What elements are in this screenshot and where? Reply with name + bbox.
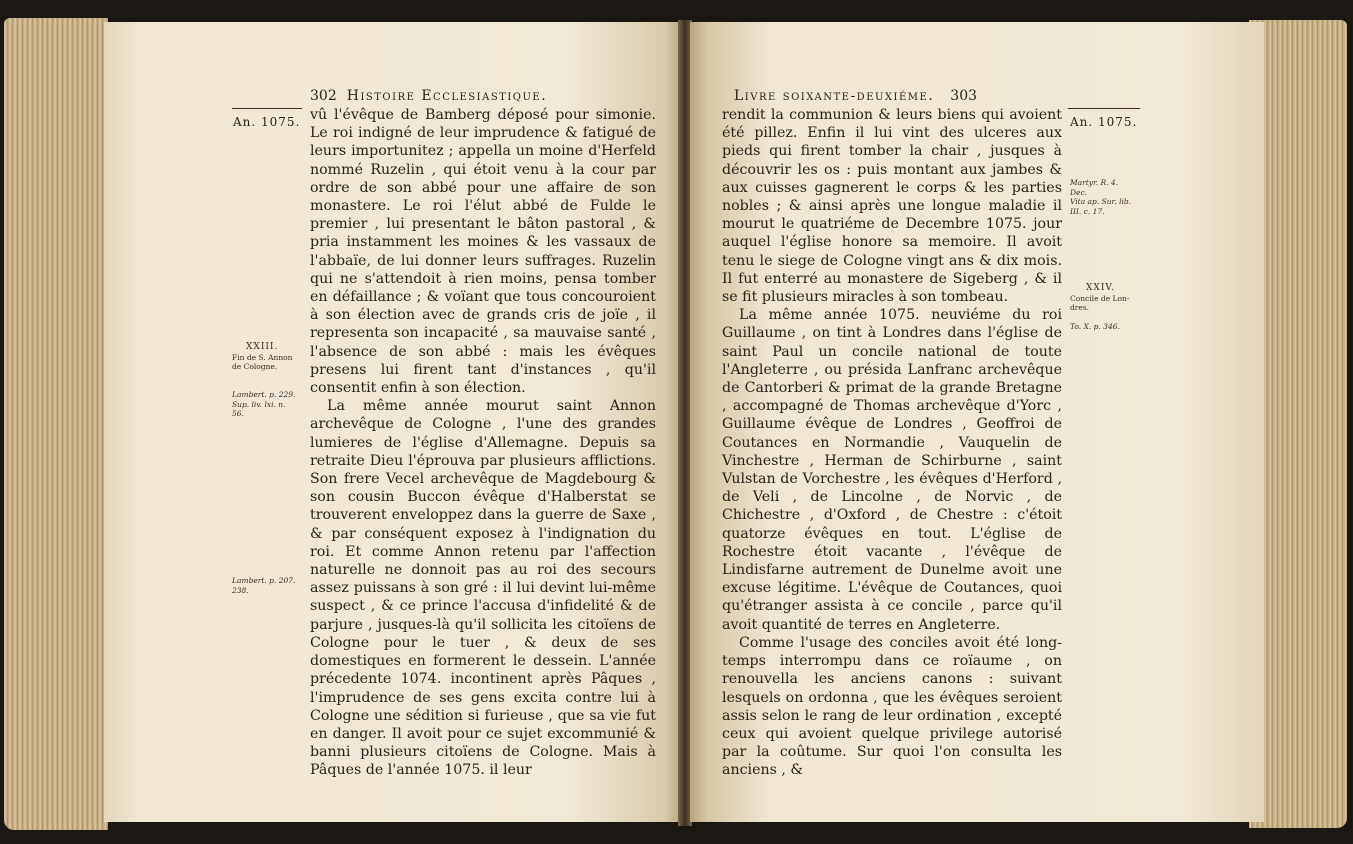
right-margin-ref-1	[1070, 178, 1131, 216]
ref-line: III. c. 17.	[1070, 206, 1105, 216]
ref-line: Dec.	[1070, 187, 1088, 197]
ref-line: Lambert. p. 229.	[232, 390, 296, 399]
left-running-title: Histoire Ecclesiastique.	[346, 88, 548, 104]
left-paragraph-1: vû l'évêque de Bamberg déposé pour simonie. Le roi indigné de leur imprudence & fatigué de leurs importunitez ; appella un moine d'Herfeld nommé Ruzelin , qui étoit venu à la cour par ordre de son abbé pour une affaire de son monastere. Le roi l'élut abbé de Fulde le premier , lui presentant le bâton pastoral , & pria instamment les moines & les vassaux de l'abbaïe, de lui donner leurs suffrages. Ruzelin qui ne s'attendoit à rien moins, pensa tomber en défaillance ; & voïant que tous concouroient à son élection avec de grands cris de joïe , il representa son incapacité , sa mauvaise santé , l'absence de son abbé : mais les évêques presens lui firent tant d'instances , qu'il consentit enfin à son élection.	[310, 107, 656, 397]
left-body-text	[310, 106, 656, 780]
right-year-note: An. 1075.	[1070, 115, 1138, 129]
left-margin-ref-1	[232, 390, 295, 419]
ref-line: Vita ap. Sur. lib.	[1070, 197, 1132, 206]
ref-line: Lambert. p. 207.	[232, 576, 296, 585]
left-running-header	[310, 88, 547, 104]
left-year-note: An. 1075.	[233, 115, 301, 129]
section-title-23-line2: de Cologne.	[232, 362, 278, 371]
section-number-24: XXIV.	[1086, 283, 1116, 293]
right-running-title: Livre soixante-deuxiéme.	[734, 88, 935, 104]
section-title-24-line2: dres.	[1070, 303, 1090, 312]
ref-line: 238.	[232, 585, 249, 595]
right-body-text	[722, 106, 1062, 780]
left-year-rule	[232, 108, 302, 109]
right-year-rule	[1068, 108, 1140, 109]
ref-line: To. X. p. 346.	[1070, 322, 1120, 331]
right-paragraph-1: rendit la communion & leurs biens qui avoient été pillez. Enfin il lui vint des ulceres aux pieds qui firent tomber la chair , jusques à découvrir les os : puis montant aux jambes & aux cuisses gagnerent le corps & les parties nobles ; & ainsi après une longue maladie il mourut le quatriéme de Decembre 1075. jour auquel l'église honore sa memoire. Il avoit tenu le siege de Cologne vingt ans & dix mois. Il fut enterré au monastere de Sigeberg , & il se fit plusieurs miracles à son tombeau.	[722, 107, 1062, 306]
left-margin-ref-2	[232, 576, 295, 595]
right-page-number: 303	[950, 88, 978, 104]
right-running-header	[734, 88, 977, 104]
right-paragraph-2: La même année 1075. neuviéme du roi Guillaume , on tint à Londres dans l'église de saint Paul un concile national de toute l'Angleterre , ou présida Lanfranc archevêque de Cantorberi & primat de la grande Bretagne , accompagné de Thomas archevêque d'Yorc , Guillaume évêque de Londres , Geoffroi de Coutances en Normandie , Vauquelin de Vinchestre , Herman de Schirburne , saint Vulstan de Vorchestre , les évêques d'Herford , de Veli , de Lincolne , de Norvic , de Chichestre , d'Oxford , de Chestre : c'étoit quatorze évêques en tout. L'église de Rochestre étoit vacante , l'évêque de Lindisfarne autrement de Dunelme avoit une excuse légitime. L'évêque de Coutances, quoi qu'étranger assista à ce concile , parce qu'il avoit quantité de terres en Angleterre.	[722, 307, 1062, 633]
ref-line: Martyr. R. 4.	[1070, 178, 1119, 187]
ref-line: Sup. liv. lxi. n.	[232, 399, 286, 409]
left-paragraph-2: La même année mourut saint Annon archevêque de Cologne , l'une des grandes lumieres de l'église d'Allemagne. Depuis sa retraite Dieu l'éprouva par plusieurs afflictions. Son frere Vecel archevêque de Magdebourg & son cousin Buccon évêque d'Halberstat se trouverent enveloppez dans la guerre de Saxe , & par conséquent exposez à l'indignation du roi. Et comme Annon retenu par l'affection naturelle ne donnoit pas au roi des secours assez puissans à son gré : il lui devint lui-même suspect , & ce prince l'accusa d'infidelité & de parjure , jusques-là qu'il sollicita les citoïens de Cologne pour le tuer , & deux de ses domestiques en formerent le dessein. L'année précedente 1074. incontinent après Pâques , l'imprudence de ses gens excita contre lui à Cologne une sédition si furieuse , que sa vie fut en danger. Il avoit pour ce sujet excommunié & banni plusieurs citoïens de Cologne. Mais à Pâques de l'année 1075. il leur	[310, 398, 656, 779]
right-paragraph-3: Comme l'usage des conciles avoit été long-temps interrompu dans ce roïaume , on renouvella les anciens canons : suivant lesquels on ordonna , que les évêques seroient assis selon le rang de leur ordination , excepté ceux qui avoient quelque privilege autorisé par la coûtume. Sur quoi l'on consulta les anciens , &	[722, 634, 1062, 779]
section-number-23: XXIII.	[246, 342, 279, 352]
section-title-23-line1: Fin de S. Annon	[232, 352, 293, 362]
section-title-24-line1: Concile de Lon-	[1070, 293, 1130, 303]
right-margin-section-24	[1070, 284, 1129, 313]
ref-line: 56.	[232, 409, 244, 418]
right-margin-ref-2	[1070, 322, 1120, 332]
left-margin-section-23	[232, 343, 293, 372]
left-page-number: 302	[310, 88, 337, 104]
left-page-edges	[4, 18, 108, 830]
